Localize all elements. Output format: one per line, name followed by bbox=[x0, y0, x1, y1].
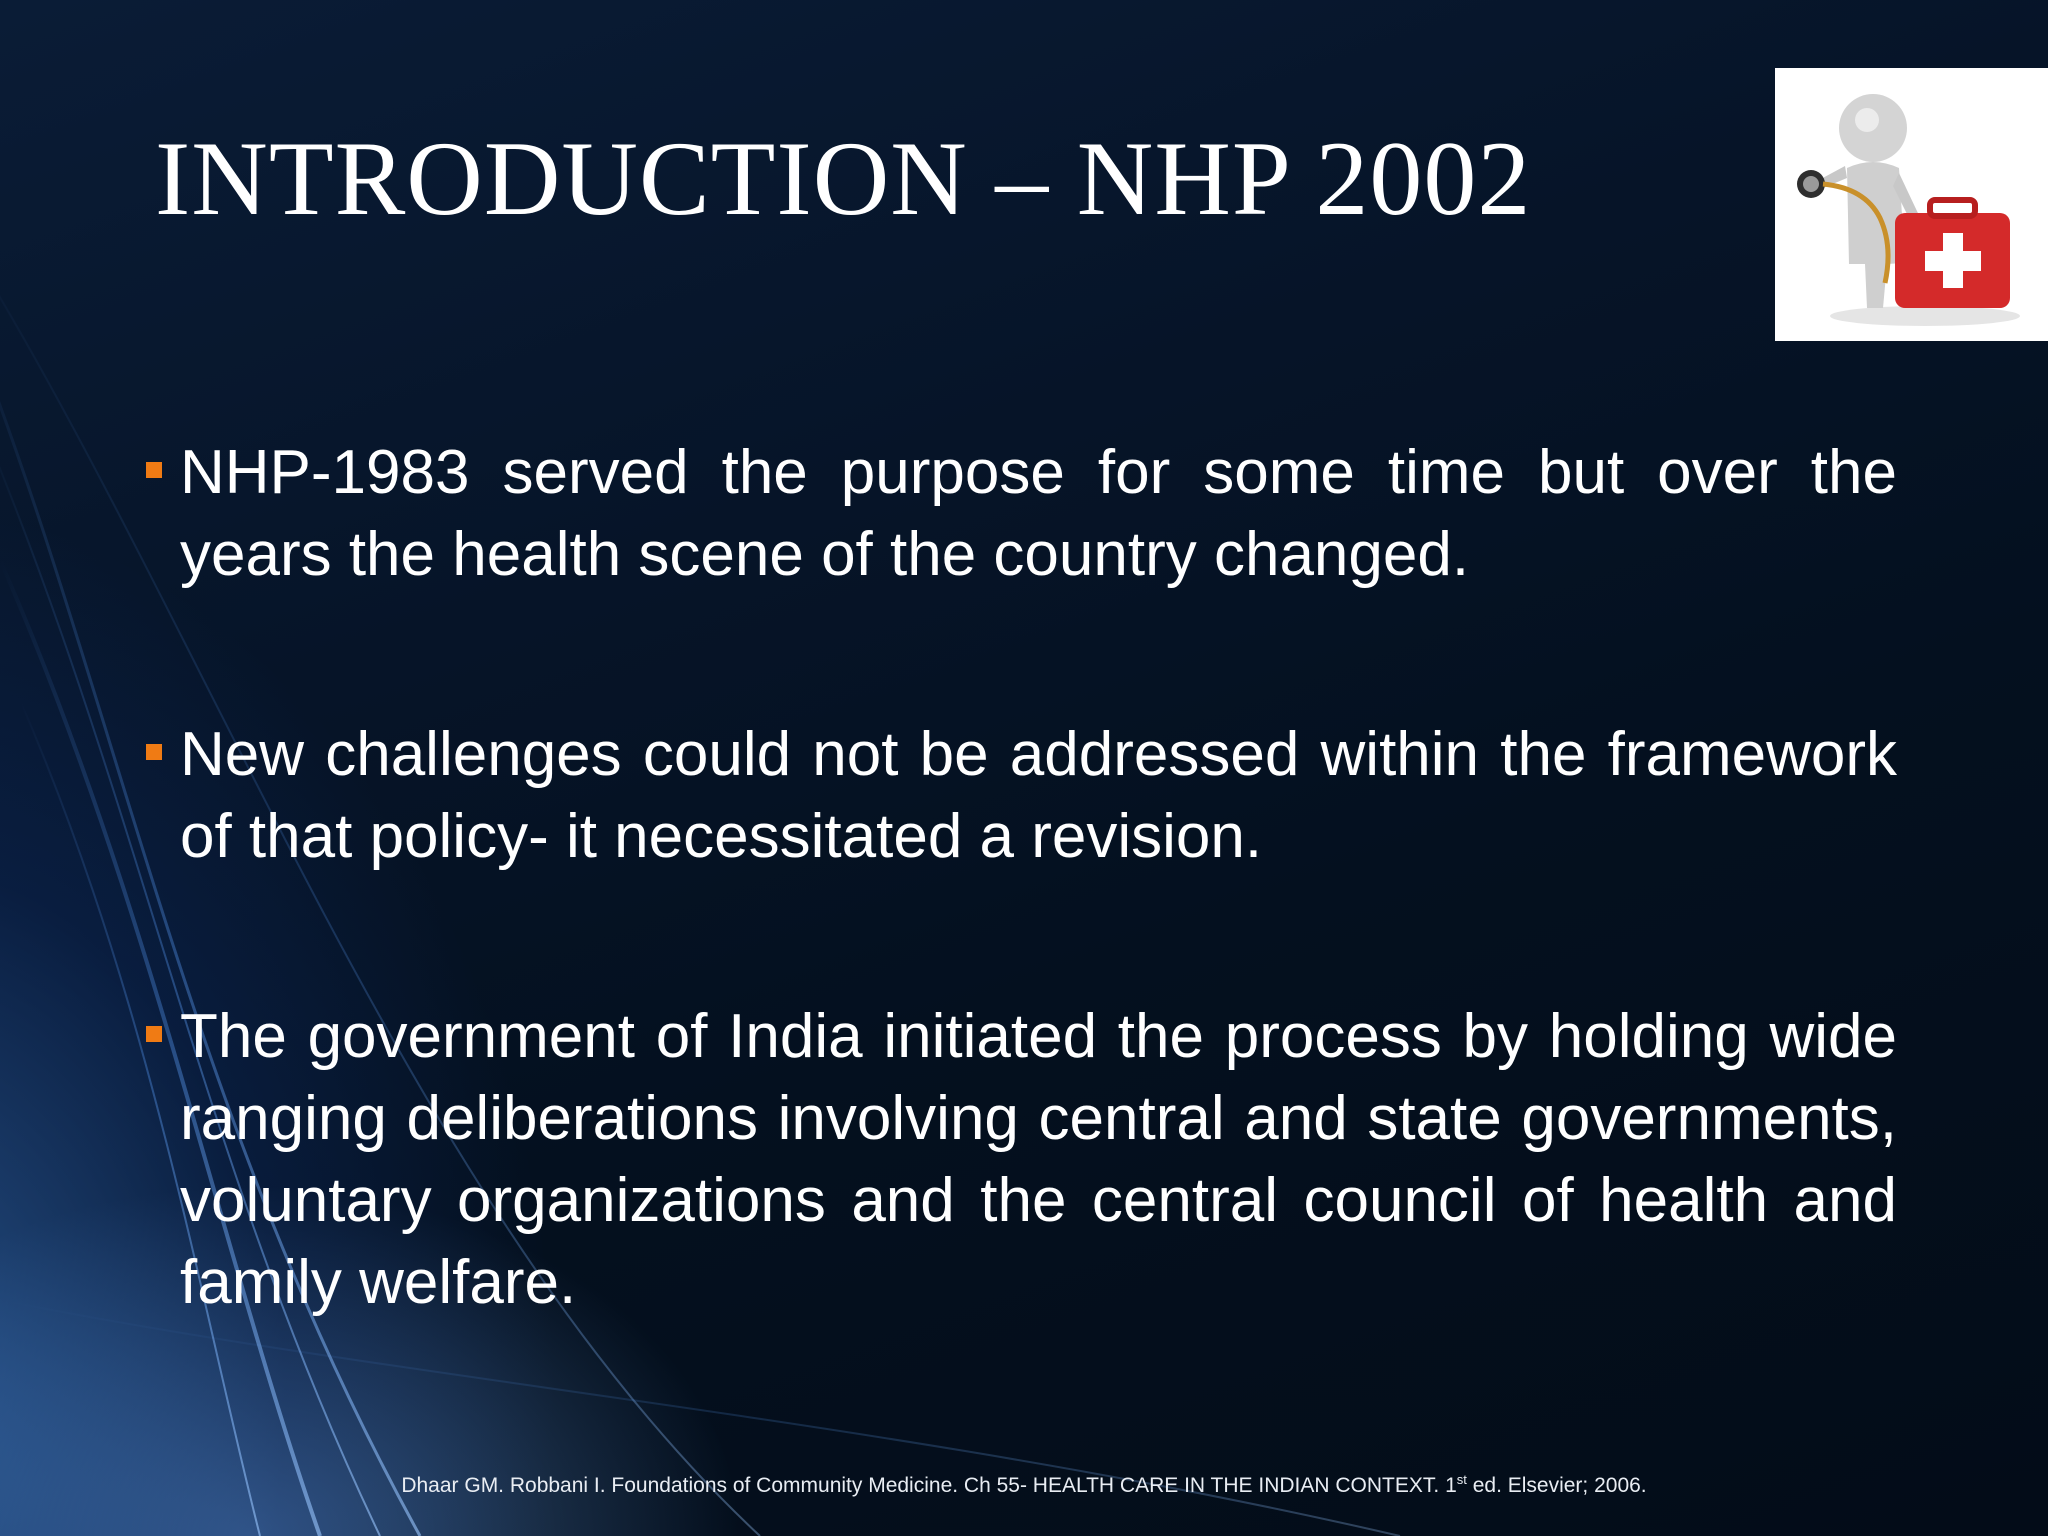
bullet-text: New challenges could not be addressed within the framework of that policy- it necessitated a revision. bbox=[180, 720, 1897, 871]
slide-title: INTRODUCTION – NHP 2002 bbox=[155, 120, 1532, 237]
bullet-item bbox=[140, 714, 1897, 878]
doctor-logo-icon bbox=[1775, 68, 2048, 341]
bullet-square-icon bbox=[146, 744, 162, 760]
bullet-square-icon bbox=[146, 1026, 162, 1042]
citation bbox=[0, 1472, 2048, 1498]
bullet-item bbox=[140, 996, 1897, 1324]
bullet-item bbox=[140, 432, 1897, 596]
bullet-text: NHP-1983 served the purpose for some time but over the years the health scene of the country changed. bbox=[180, 438, 1897, 589]
bullet-list bbox=[140, 432, 1897, 1324]
bullet-text: The government of India initiated the process by holding wide ranging deliberations involving central and state governments, voluntary organizations and the central council of health and family welfare. bbox=[180, 1002, 1897, 1317]
citation-superscript: st bbox=[1456, 1472, 1467, 1487]
citation-text-end: ed. Elsevier; 2006. bbox=[1466, 1474, 1647, 1497]
bullet-square-icon bbox=[146, 462, 162, 478]
citation-text: Dhaar GM. Robbani I. Foundations of Community Medicine. Ch 55- HEALTH CARE IN THE INDIAN CONTEXT. 1 bbox=[401, 1474, 1457, 1497]
